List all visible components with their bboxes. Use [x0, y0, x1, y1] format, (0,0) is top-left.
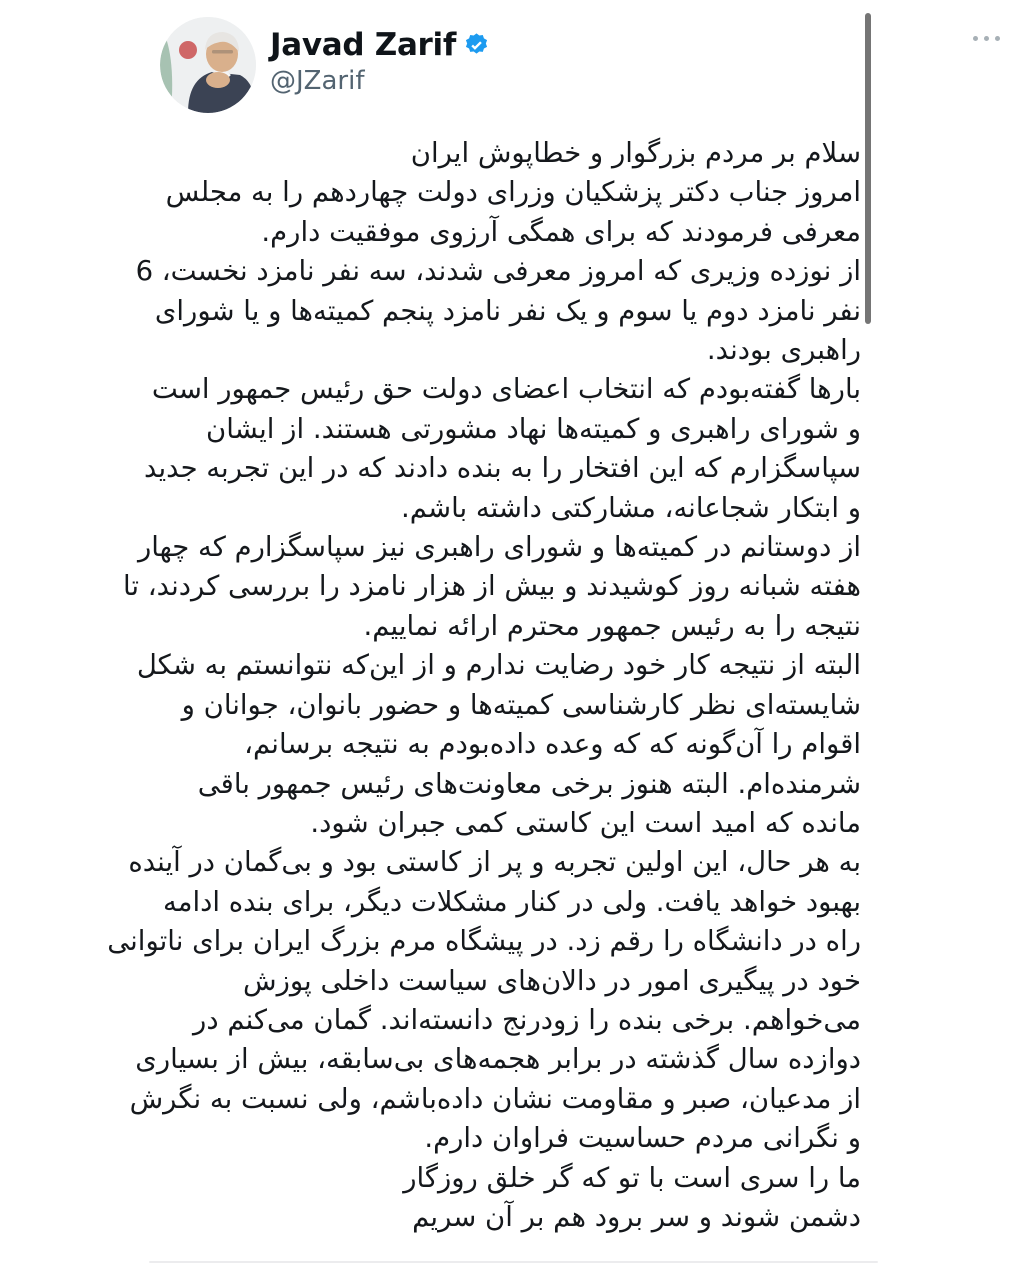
- tweet-text-line: و نگرانی مردم حساسیت فراوان دارم.: [424, 1122, 861, 1155]
- more-button[interactable]: [967, 30, 1006, 47]
- more-icon: [973, 36, 978, 41]
- tweet-text-line: معرفی فرمودند که برای همگی آرزوی موفقیت دارم.: [261, 215, 861, 248]
- author-handle[interactable]: @JZarif: [270, 66, 365, 96]
- author-name[interactable]: Javad Zarif: [270, 27, 457, 63]
- tweet-text: [107, 134, 861, 1237]
- more-icon: [995, 36, 1000, 41]
- verified-badge-icon: [463, 32, 490, 59]
- profile-photo-image: [160, 17, 256, 113]
- tweet-text-line: امروز جناب دکتر پزشکیان وزرای دولت چهاردهم را به مجلس: [165, 176, 861, 209]
- tweet-text-line: به هر حال، این اولین تجربه و پر از کاستی بود و بی‌گمان در آینده: [128, 846, 861, 879]
- author-block: [270, 17, 490, 96]
- more-icon: [984, 36, 989, 41]
- tweet-text-line: نتیجه را به رئیس جمهور محترم ارائه نماییم.: [363, 609, 861, 642]
- tweet-header: [160, 17, 878, 113]
- tweet-text-line: شرمنده‌ام. البته هنوز برخی معاونت‌های رئیس جمهور باقی: [197, 767, 861, 800]
- tweet-text-line: خود در پیگیری امور در دالان‌های سیاست داخلی پوزش: [243, 964, 861, 997]
- avatar[interactable]: [160, 17, 256, 113]
- tweet-text-line: نفر نامزد دوم یا سوم و یک نفر نامزد پنجم کمیته‌ها و یا شورای: [154, 294, 861, 327]
- tweet-text-line: البته از نتیجه کار خود رضایت ندارم و از این‌که نتوانستم به شکل: [136, 649, 861, 682]
- tweet-text-line: و شورای راهبری و کمیته‌ها نهاد مشورتی هستند. از ایشان: [206, 412, 861, 445]
- tweet-text-line: از دوستانم در کمیته‌ها و شورای راهبری نیز سپاسگزارم که چهار: [137, 531, 861, 564]
- tweet-text-line: دوازده سال گذشته در برابر هجمه‌های بی‌سابقه، بیش از بسیاری: [135, 1043, 861, 1076]
- bottom-divider: [149, 1261, 878, 1263]
- tweet-text-line: راهبری بودند.: [706, 334, 861, 367]
- tweet-text-line: سپاسگزارم که این افتخار را به بنده دادند که در این تجربه جدید: [144, 452, 861, 485]
- tweet-text-line: اقوام را آن‌گونه که که وعده داده‌بودم به نتیجه برسانم،: [244, 728, 861, 761]
- tweet-text-line: ما را سری است با تو که گر خلق روزگار: [403, 1161, 861, 1194]
- tweet-text-line: بهبود خواهد یافت. ولی در کنار مشکلات دیگر، برای بنده ادامه: [162, 885, 861, 918]
- tweet-text-line: سلام بر مردم بزرگوار و خطاپوش ایران: [410, 137, 861, 169]
- tweet-text-line: هفته شبانه روز کوشیدند و بیش از هزار نامزد را بررسی کردند، تا: [123, 570, 861, 603]
- tweet-text-line: دشمن شوند و سر برود هم بر آن سریم: [412, 1200, 861, 1233]
- scrollbar-thumb[interactable]: [865, 13, 871, 324]
- tweet-text-line: از مدعیان، صبر و مقاومت نشان داده‌باشم، ولی نسبت به نگرش: [129, 1082, 861, 1115]
- tweet-text-line: از نوزده وزیری که امروز معرفی شدند، سه نفر نامزد نخست، 6: [135, 255, 861, 288]
- tweet-text-line: می‌خواهم. برخی بنده را زودرنج دانسته‌اند. گمان می‌کنم در: [193, 1003, 861, 1036]
- tweet-text-line: بارها گفته‌بودم که انتخاب اعضای دولت حق رئیس جمهور است: [151, 373, 861, 406]
- tweet-text-line: شایسته‌ای نظر کارشناسی کمیته‌ها و حضور بانوان، جوانان و: [181, 688, 861, 721]
- tweet-text-line: مانده که امید است این کاستی کمی جبران شود.: [310, 806, 861, 839]
- tweet-text-line: راه در دانشگاه را رقم زد. در پیشگاه مرم بزرگ ایران برای ناتوانی: [107, 925, 861, 958]
- tweet-text-line: و ابتکار شجاعانه، مشارکتی داشته باشم.: [401, 491, 861, 524]
